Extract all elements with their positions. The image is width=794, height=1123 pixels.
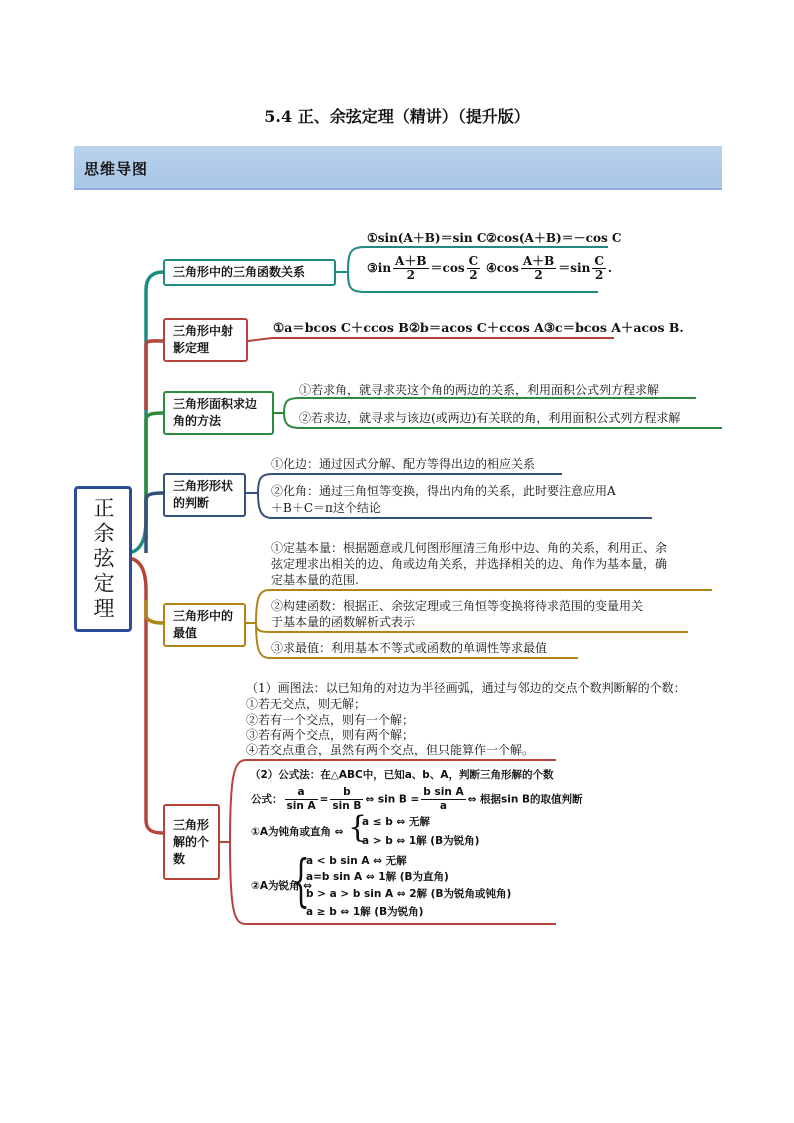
node-trig-relations-label: 三角形中的三角函数关系 bbox=[173, 265, 306, 279]
node-extremum-label: 三角形中的最值 bbox=[173, 609, 234, 640]
banner-label: 思维导图 bbox=[84, 160, 149, 178]
doc-title: 5.4 正、余弦定理（精讲）（提升版） bbox=[264, 107, 530, 126]
node-extremum[interactable] bbox=[163, 603, 246, 647]
node-shape-judgment[interactable] bbox=[163, 473, 246, 517]
node-solution-count[interactable] bbox=[163, 804, 220, 880]
acute-case-lead: ②A为锐角 ⇔ bbox=[251, 880, 312, 892]
formula-method-formula: 公式： $\frac{a}{\text{sin A}}$ = $\frac{b}{\text{sin B}}$ ⇔ sin B = $\frac{\text{b sin A}}{a}$ ⇔ 根据sin B的取值判断 bbox=[251, 786, 583, 812]
obtuse-case-brace: { bbox=[348, 810, 368, 845]
acute-case-b: a=b sin A ⇔ 1解 (B为直角) bbox=[306, 871, 449, 883]
acute-case-c: b > a > b sin A ⇔ 2解 (B为锐角或钝角) bbox=[306, 888, 512, 900]
trig-formula-2: ②cos(A＋B)＝－cos C bbox=[486, 231, 622, 245]
node-trig-relations[interactable] bbox=[163, 259, 336, 286]
extremum-1a: ①定基本量：根据题意或几何图形厘清三角形中边、角的关系，利用正、余 bbox=[271, 541, 668, 555]
node-solution-count-label: 三角形解的个数 bbox=[173, 817, 210, 866]
shape-judgment-2a: ②化角：通过三角恒等变换，得出内角的关系，此时要注意应用A bbox=[271, 484, 616, 498]
trunk-gold bbox=[146, 600, 163, 623]
graph-method-3: ③若有两个交点，则有两个解； bbox=[246, 728, 415, 742]
extremum-1c: 定基本量的范围. bbox=[271, 573, 359, 587]
area-method-2: ②若求边，就寻求与该边(或两边)有关联的角，利用面积公式列方程求解 bbox=[299, 411, 681, 425]
area-method-1: ①若求角，就寻求夹这个角的两边的关系，利用面积公式列方程求解 bbox=[299, 383, 660, 397]
node-projection-theorem-label: 三角形中射影定理 bbox=[173, 324, 234, 355]
node-projection-theorem[interactable] bbox=[163, 318, 248, 362]
extremum-3: ③求最值：利用基本不等式或函数的单调性等求最值 bbox=[271, 641, 548, 655]
obtuse-case-lead: ①A为钝角或直角 ⇔ bbox=[251, 826, 344, 838]
acute-case-a: a < b sin A ⇔ 无解 bbox=[306, 855, 407, 867]
graph-method-2: ②若有一个交点，则有一个解； bbox=[246, 713, 415, 727]
trig-formula-1: ①sin(A＋B)＝sin C bbox=[367, 231, 487, 245]
acute-case-d: a ≥ b ⇔ 1解 (B为锐角) bbox=[306, 906, 424, 918]
trunk-navy bbox=[146, 493, 163, 553]
formula-method-title: （2）公式法：在△ABC中，已知a、b、A，判断三角形解的个数 bbox=[250, 769, 554, 781]
trig-formula-3: ③in $\frac{A+B}{2}$ ＝cos $\frac{C}{2}$ bbox=[367, 254, 479, 282]
node-shape-judgment-label: 三角形形状的判断 bbox=[173, 479, 234, 510]
graph-method-4: ④若交点重合，虽然有两个交点，但只能算作一个解。 bbox=[246, 743, 535, 757]
extremum-2b: 于基本量的函数解析式表示 bbox=[271, 615, 416, 629]
node-area-method-label: 三角形面积求边角的方法 bbox=[173, 397, 258, 428]
graph-method-title: （1）画图法：以已知角的对边为半径画弧，通过与邻边的交点个数判断解的个数： bbox=[246, 681, 686, 695]
obtuse-case-a: a ≤ b ⇔ 无解 bbox=[362, 816, 430, 828]
trig-formula-4: ④cos $\frac{A+B}{2}$ ＝sin $\frac{C}{2}$ . bbox=[486, 254, 613, 282]
obtuse-case-b: a > b ⇔ 1解 (B为锐角) bbox=[362, 835, 480, 847]
extremum-1b: 弦定理求出相关的边、角或边角关系，并选择相关的边、角作为基本量，确 bbox=[271, 557, 668, 571]
trunk-brown bbox=[146, 341, 163, 410]
root-node[interactable]: 正余弦定理 bbox=[74, 486, 132, 632]
shape-judgment-1: ①化边：通过因式分解、配方等得出边的相应关系 bbox=[271, 457, 536, 471]
node-area-method[interactable] bbox=[163, 391, 274, 435]
shape-judgment-2b: ＋B＋C＝π这个结论 bbox=[271, 501, 381, 515]
trunk-green bbox=[146, 413, 163, 540]
graph-method-1: ①若无交点，则无解； bbox=[246, 697, 367, 711]
acute-case-brace: { bbox=[292, 849, 310, 914]
projection-formulas: ①a＝bcos C＋ccos B②b＝acos C＋ccos A③c＝bcos A＋acos B. bbox=[273, 320, 684, 335]
extremum-2a: ②构建函数：根据正、余弦定理或三角恒等变换将待求范围的变量用关 bbox=[271, 599, 644, 613]
